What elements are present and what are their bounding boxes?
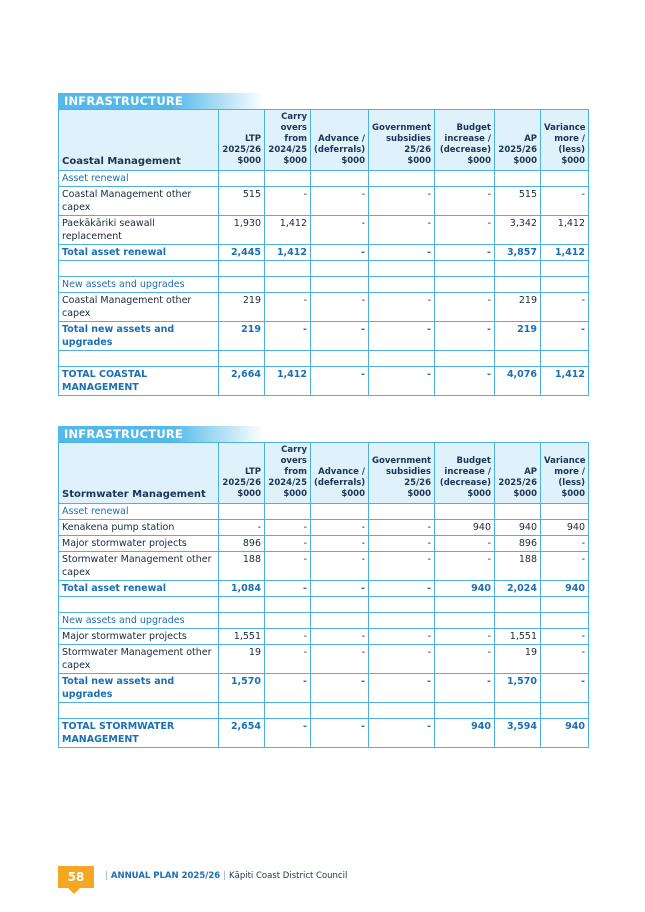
row-label — [59, 597, 219, 613]
cell-value: - — [541, 187, 589, 216]
footer-plan-title: ANNUAL PLAN 2025/26 — [110, 871, 221, 881]
cell-value — [495, 597, 541, 613]
footer-text — [102, 871, 347, 881]
row-label: Stormwater Management other capex — [59, 552, 219, 581]
footer-separator: | — [105, 871, 108, 881]
cell-value — [541, 504, 589, 520]
cell-value — [369, 597, 435, 613]
cell-value: - — [541, 629, 589, 645]
cell-value: - — [265, 629, 311, 645]
spacer-row — [59, 597, 589, 613]
cell-value: 2,654 — [219, 719, 265, 748]
category-row — [59, 171, 589, 187]
cell-value: - — [265, 322, 311, 351]
table-row — [59, 293, 589, 322]
cell-value: - — [435, 245, 495, 261]
cell-value: 188 — [495, 552, 541, 581]
table-header-row — [59, 443, 589, 504]
row-label: Coastal Management other capex — [59, 187, 219, 216]
cell-value: - — [435, 216, 495, 245]
cell-value — [311, 261, 369, 277]
page-footer — [58, 866, 458, 892]
total-row — [59, 719, 589, 748]
cell-value — [495, 613, 541, 629]
stormwater-management-table — [58, 442, 589, 748]
cell-value: 1,570 — [219, 674, 265, 703]
cell-value — [495, 351, 541, 367]
column-header: Budget increase / (decrease) $000 — [435, 443, 495, 504]
cell-value — [219, 351, 265, 367]
cell-value: - — [369, 293, 435, 322]
row-label: Asset renewal — [59, 504, 219, 520]
cell-value — [435, 261, 495, 277]
total-row — [59, 581, 589, 597]
cell-value — [369, 351, 435, 367]
cell-value: - — [435, 367, 495, 396]
cell-value — [369, 613, 435, 629]
cell-value: - — [369, 322, 435, 351]
cell-value: - — [311, 629, 369, 645]
cell-value — [219, 703, 265, 719]
cell-value: - — [435, 187, 495, 216]
cell-value: - — [265, 581, 311, 597]
cell-value — [495, 277, 541, 293]
cell-value: - — [265, 520, 311, 536]
cell-value — [265, 504, 311, 520]
cell-value — [311, 597, 369, 613]
cell-value — [369, 171, 435, 187]
cell-value: - — [435, 293, 495, 322]
row-label: Coastal Management other capex — [59, 293, 219, 322]
cell-value: - — [311, 520, 369, 536]
cell-value: 1,551 — [495, 629, 541, 645]
category-row — [59, 504, 589, 520]
table-row — [59, 187, 589, 216]
cell-value: 896 — [219, 536, 265, 552]
cell-value: - — [265, 536, 311, 552]
cell-value: 940 — [435, 581, 495, 597]
cell-value — [435, 703, 495, 719]
column-header: Carry overs from 2024/25 $000 — [265, 443, 311, 504]
cell-value — [311, 277, 369, 293]
cell-value: 515 — [495, 187, 541, 216]
row-label: Total asset renewal — [59, 245, 219, 261]
cell-value: 940 — [495, 520, 541, 536]
footer-separator: | — [223, 871, 227, 881]
cell-value: 1,930 — [219, 216, 265, 245]
cell-value — [311, 504, 369, 520]
table-header-row — [59, 110, 589, 171]
cell-value: - — [265, 645, 311, 674]
cell-value: - — [311, 187, 369, 216]
cell-value: 940 — [435, 719, 495, 748]
cell-value — [369, 504, 435, 520]
column-header: Government subsidies 25/26 $000 — [369, 110, 435, 171]
cell-value — [219, 613, 265, 629]
cell-value: 1,412 — [541, 216, 589, 245]
cell-value: - — [311, 719, 369, 748]
cell-value: - — [435, 552, 495, 581]
cell-value — [541, 597, 589, 613]
cell-value: - — [369, 520, 435, 536]
cell-value: 1,551 — [219, 629, 265, 645]
cell-value — [541, 351, 589, 367]
table-row — [59, 552, 589, 581]
cell-value: - — [369, 719, 435, 748]
cell-value: 219 — [219, 293, 265, 322]
column-header: Government subsidies 25/26 $000 — [369, 443, 435, 504]
cell-value: 19 — [219, 645, 265, 674]
cell-value — [265, 597, 311, 613]
cell-value — [495, 504, 541, 520]
cell-value: - — [265, 674, 311, 703]
coastal-section — [58, 93, 588, 396]
cell-value: - — [435, 322, 495, 351]
cell-value — [369, 703, 435, 719]
cell-value: 1,412 — [541, 245, 589, 261]
cell-value: 896 — [495, 536, 541, 552]
cell-value: 188 — [219, 552, 265, 581]
column-header: Variance more / (less) $000 — [541, 443, 589, 504]
cell-value: - — [311, 216, 369, 245]
row-label — [59, 703, 219, 719]
cell-value: - — [369, 581, 435, 597]
cell-value — [311, 703, 369, 719]
cell-value — [265, 703, 311, 719]
cell-value: 3,857 — [495, 245, 541, 261]
section-banner: INFRASTRUCTURE — [58, 93, 264, 109]
section-banner: INFRASTRUCTURE — [58, 426, 264, 442]
cell-value: 3,594 — [495, 719, 541, 748]
cell-value: 1,412 — [265, 367, 311, 396]
cell-value: - — [541, 552, 589, 581]
cell-value: - — [265, 552, 311, 581]
cell-value: - — [311, 536, 369, 552]
cell-value: - — [435, 536, 495, 552]
cell-value: - — [541, 322, 589, 351]
cell-value: 940 — [541, 581, 589, 597]
cell-value: 2,664 — [219, 367, 265, 396]
cell-value — [369, 261, 435, 277]
cell-value: 219 — [495, 293, 541, 322]
cell-value: - — [435, 674, 495, 703]
cell-value: - — [435, 645, 495, 674]
cell-value: - — [541, 674, 589, 703]
column-header: Budget increase / (decrease) $000 — [435, 110, 495, 171]
table-row — [59, 645, 589, 674]
cell-value — [495, 703, 541, 719]
cell-value — [541, 171, 589, 187]
cell-value — [435, 351, 495, 367]
cell-value — [435, 613, 495, 629]
cell-value: 219 — [219, 322, 265, 351]
cell-value: 940 — [541, 520, 589, 536]
cell-value: - — [311, 367, 369, 396]
cell-value — [265, 613, 311, 629]
cell-value — [219, 261, 265, 277]
cell-value: - — [311, 581, 369, 597]
cell-value: - — [541, 645, 589, 674]
cell-value: 19 — [495, 645, 541, 674]
cell-value — [541, 613, 589, 629]
total-row — [59, 245, 589, 261]
cell-value: - — [369, 245, 435, 261]
row-label: New assets and upgrades — [59, 277, 219, 293]
cell-value — [219, 277, 265, 293]
cell-value — [541, 277, 589, 293]
cell-value: - — [369, 629, 435, 645]
row-label: Stormwater Management other capex — [59, 645, 219, 674]
cell-value: - — [541, 536, 589, 552]
cell-value: - — [369, 216, 435, 245]
cell-value: - — [219, 520, 265, 536]
cell-value: - — [369, 187, 435, 216]
row-label: TOTAL STORMWATER MANAGEMENT — [59, 719, 219, 748]
column-header: AP 2025/26 $000 — [495, 110, 541, 171]
cell-value — [541, 261, 589, 277]
cell-value — [435, 277, 495, 293]
cell-value — [495, 261, 541, 277]
category-row — [59, 613, 589, 629]
cell-value: - — [369, 645, 435, 674]
cell-value — [265, 171, 311, 187]
table-row — [59, 520, 589, 536]
spacer-row — [59, 351, 589, 367]
cell-value: - — [311, 552, 369, 581]
cell-value: 4,076 — [495, 367, 541, 396]
table-row — [59, 216, 589, 245]
cell-value — [219, 504, 265, 520]
spacer-row — [59, 261, 589, 277]
cell-value: 515 — [219, 187, 265, 216]
cell-value: - — [311, 293, 369, 322]
category-row — [59, 277, 589, 293]
cell-value — [311, 613, 369, 629]
row-label: Paekākāriki seawall replacement — [59, 216, 219, 245]
footer-council-name: Kāpiti Coast District Council — [229, 871, 348, 881]
cell-value: 1,412 — [265, 245, 311, 261]
cell-value: 219 — [495, 322, 541, 351]
cell-value: - — [435, 629, 495, 645]
cell-value — [219, 171, 265, 187]
cell-value: 940 — [541, 719, 589, 748]
cell-value: - — [369, 674, 435, 703]
cell-value — [541, 703, 589, 719]
cell-value: 1,084 — [219, 581, 265, 597]
total-row — [59, 367, 589, 396]
row-label: Major stormwater projects — [59, 536, 219, 552]
column-header: Advance / (deferrals) $000 — [311, 110, 369, 171]
table-row — [59, 536, 589, 552]
cell-value: - — [369, 552, 435, 581]
cell-value — [219, 597, 265, 613]
cell-value — [495, 171, 541, 187]
cell-value: - — [265, 719, 311, 748]
row-label — [59, 351, 219, 367]
cell-value: - — [265, 187, 311, 216]
cell-value: 1,412 — [265, 216, 311, 245]
cell-value: 2,024 — [495, 581, 541, 597]
row-label: Kenakena pump station — [59, 520, 219, 536]
page-number: 58 — [58, 866, 94, 888]
cell-value: - — [265, 293, 311, 322]
spacer-row — [59, 703, 589, 719]
cell-value: 1,570 — [495, 674, 541, 703]
cell-value: - — [369, 536, 435, 552]
cell-value: 940 — [435, 520, 495, 536]
cell-value: - — [541, 293, 589, 322]
column-header: AP 2025/26 $000 — [495, 443, 541, 504]
total-row — [59, 322, 589, 351]
row-label — [59, 261, 219, 277]
cell-value: - — [311, 245, 369, 261]
row-label: Total new assets and upgrades — [59, 674, 219, 703]
row-label: Total asset renewal — [59, 581, 219, 597]
cell-value — [265, 261, 311, 277]
column-header: Carry overs from 2024/25 $000 — [265, 110, 311, 171]
cell-value: - — [311, 674, 369, 703]
row-label: Total new assets and upgrades — [59, 322, 219, 351]
stormwater-section — [58, 426, 588, 748]
table-row — [59, 629, 589, 645]
cell-value: - — [311, 645, 369, 674]
cell-value — [265, 277, 311, 293]
row-label: New assets and upgrades — [59, 613, 219, 629]
cell-value: - — [311, 322, 369, 351]
total-row — [59, 674, 589, 703]
cell-value: - — [369, 367, 435, 396]
cell-value — [435, 504, 495, 520]
cell-value: 3,342 — [495, 216, 541, 245]
cell-value — [435, 171, 495, 187]
row-label: Asset renewal — [59, 171, 219, 187]
cell-value — [265, 351, 311, 367]
column-header: LTP 2025/26 $000 — [219, 110, 265, 171]
table-title: Stormwater Management — [59, 443, 219, 504]
row-label: TOTAL COASTAL MANAGEMENT — [59, 367, 219, 396]
cell-value — [435, 597, 495, 613]
coastal-management-table — [58, 109, 589, 396]
column-header: LTP 2025/26 $000 — [219, 443, 265, 504]
cell-value: 1,412 — [541, 367, 589, 396]
cell-value — [369, 277, 435, 293]
cell-value — [311, 351, 369, 367]
column-header: Variance more / (less) $000 — [541, 110, 589, 171]
column-header: Advance / (deferrals) $000 — [311, 443, 369, 504]
cell-value: 2,445 — [219, 245, 265, 261]
row-label: Major stormwater projects — [59, 629, 219, 645]
table-title: Coastal Management — [59, 110, 219, 171]
cell-value — [311, 171, 369, 187]
